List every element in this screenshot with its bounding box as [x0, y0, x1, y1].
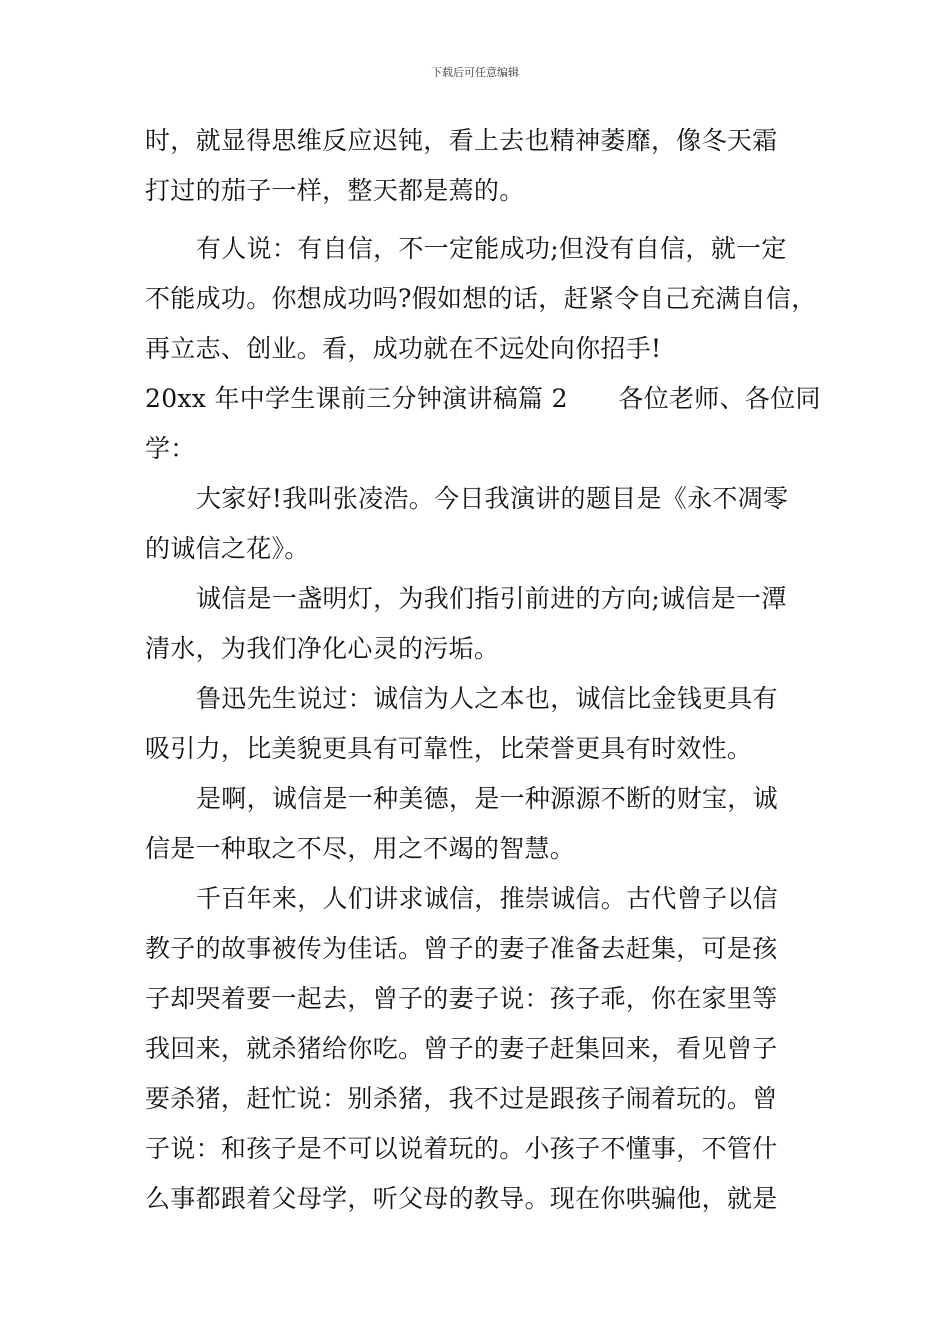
page-header: 下载后可任意编辑 [431, 66, 519, 79]
text-line: 学： [145, 434, 196, 463]
text-line: 再立志、创业。看，成功就在不远处向你招手! [145, 334, 662, 363]
paragraph-start-line: 大家好!我叫张凌浩。今日我演讲的题目是《永不凋零 [196, 484, 789, 513]
section-title-line: 20xx 年中学生课前三分钟演讲稿篇 2 各位老师、各位同 [145, 384, 821, 413]
paragraph-start-line: 诚信是一盏明灯，为我们指引前进的方向;诚信是一潭 [196, 584, 787, 613]
text-line: 的诚信之花》。 [145, 534, 310, 563]
text-line: 么事都跟着父母学，听父母的教导。现在你哄骗他，就是 [145, 1184, 778, 1213]
paragraph-start-line: 是啊，诚信是一种美德，是一种源源不断的财宝，诚 [196, 784, 778, 813]
text-line: 不能成功。你想成功吗?假如想的话，赶紧令自己充满自信， [145, 284, 817, 313]
text-line: 打过的茄子一样，整天都是蔫的。 [145, 176, 525, 205]
text-line: 子却哭着要一起去，曾子的妻子说：孩子乖，你在家里等 [145, 984, 778, 1013]
text-line: 吸引力，比美貌更具有可靠性，比荣誉更具有时效性。 [145, 734, 753, 763]
text-line: 要杀猪，赶忙说：别杀猪，我不过是跟孩子闹着玩的。曾 [145, 1084, 778, 1113]
text-line: 时，就显得思维反应迟钝，看上去也精神萎靡，像冬天霜 [145, 126, 778, 155]
paragraph-start-line: 千百年来，人们讲求诚信，推崇诚信。古代曾子以信 [196, 884, 778, 913]
paragraph-start-line: 鲁迅先生说过：诚信为人之本也，诚信比金钱更具有 [196, 684, 778, 713]
text-line: 清水，为我们净化心灵的污垢。 [145, 634, 500, 663]
paragraph-start-line: 有人说：有自信，不一定能成功;但没有自信，就一定 [196, 234, 787, 263]
text-line: 教子的故事被传为佳话。曾子的妻子准备去赶集，可是孩 [145, 934, 778, 963]
text-line: 我回来，就杀猪给你吃。曾子的妻子赶集回来，看见曾子 [145, 1034, 778, 1063]
text-line: 信是一种取之不尽，用之不竭的智慧。 [145, 834, 576, 863]
text-line: 子说：和孩子是不可以说着玩的。小孩子不懂事，不管什 [145, 1134, 778, 1163]
